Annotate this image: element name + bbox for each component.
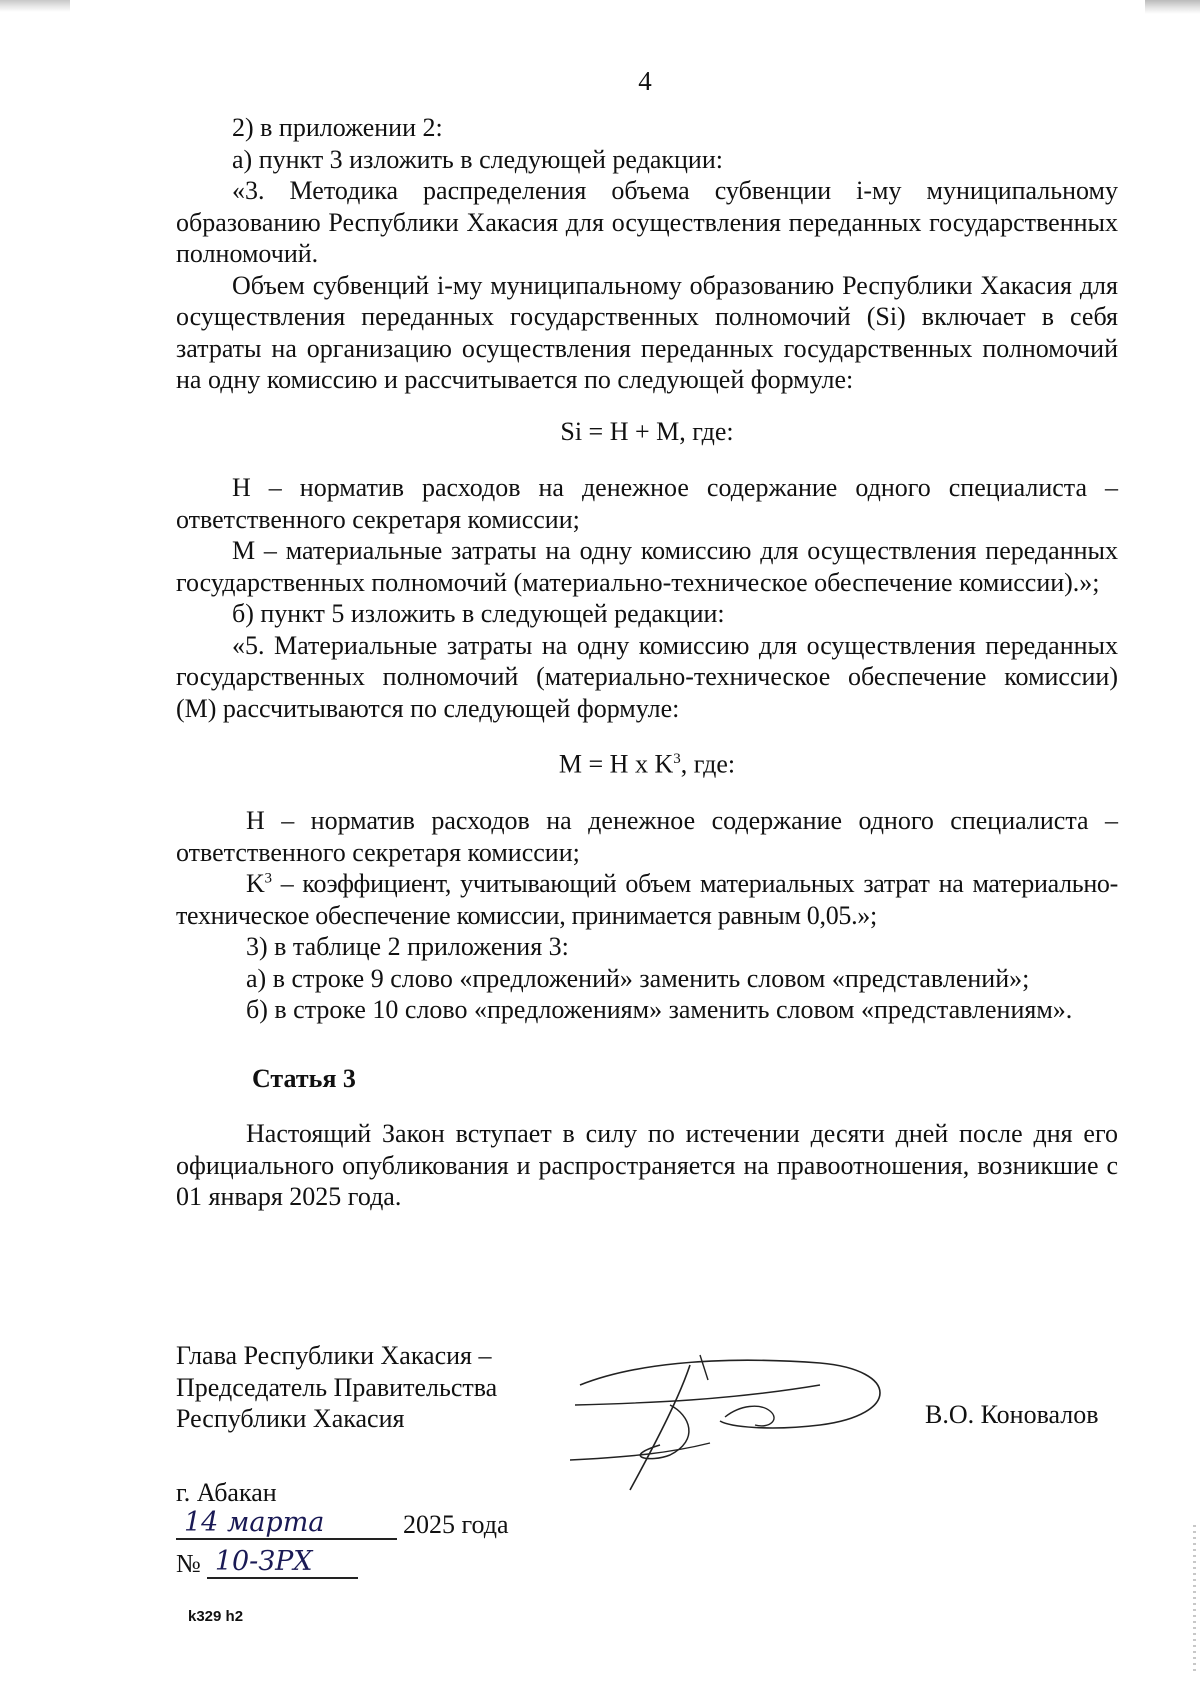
paragraph-k3 <box>176 868 1118 931</box>
k-symbol: K <box>246 869 265 899</box>
signatory-title-line: Республики Хакасия <box>176 1404 405 1433</box>
article-title: Статья 3 <box>252 1063 356 1093</box>
paragraph: H – норматив расходов на денежное содержание одного специалиста – ответственного секретаря комиссии; <box>176 806 1118 867</box>
signatory-title <box>176 1340 497 1435</box>
date-line <box>176 1508 509 1540</box>
signatory-title-line: Председатель Правительства <box>176 1372 498 1402</box>
paragraph: «3. Методика распределения объема субвенции i-му муниципальному образованию Республики Хакасия для осуществления переданных государственных полномочий. <box>176 176 1118 268</box>
city: г. Абакан <box>176 1478 277 1507</box>
paragraph: Настоящий Закон вступает в силу по истечении десяти дней после дня его официального опубликования и распространяется на правоотношения, возникшие с 01 января 2025 года. <box>176 1119 1118 1212</box>
paragraph: б) пункт 5 изложить в следующей редакции: <box>232 599 725 628</box>
paragraph: а) в строке 9 слово «предложений» заменить словом «представлений»; <box>246 963 1030 993</box>
formula-m-sup: 3 <box>673 751 681 767</box>
document-code: k329 h2 <box>188 1608 244 1625</box>
scan-artifact-edge <box>1193 1525 1196 1675</box>
scan-artifact-left <box>0 0 70 12</box>
handwritten-date: 14 марта <box>176 1508 397 1540</box>
formula-m <box>176 744 1118 780</box>
formula-m-main: M = H x K <box>558 749 674 779</box>
scan-artifact-right <box>1145 0 1200 14</box>
k-definition: – коэффициент, учитывающий объем материальных затрат на материально-техническое обеспечение комиссии, принимается равным 0,05.»; <box>176 869 1118 930</box>
k-superscript: 3 <box>264 870 272 887</box>
paragraph: H – норматив расходов на денежное содержание одного специалиста – ответственного секретаря комиссии; <box>176 473 1118 534</box>
signer-name: В.О. Коновалов <box>925 1400 1099 1429</box>
paragraph: Объем субвенций i-му муниципальному образованию Республики Хакасия для осуществления переданных государственных полномочий (Si) включает в себя затраты на организацию осуществления переданных государственных полномочий на одну комиссию и рассчитывается по следующей формуле: <box>176 270 1118 394</box>
handwritten-signature <box>570 1345 910 1495</box>
formula-m-tail: , где: <box>680 749 736 779</box>
paragraph: б) в строке 10 слово «предложениям» заменить словом «представлениям». <box>246 995 1073 1025</box>
paragraph: а) пункт 3 изложить в следующей редакции: <box>232 144 723 174</box>
paragraph: M – материальные затраты на одну комиссию для осуществления переданных государственных полномочий (материально-техническое обеспечение комиссии).»; <box>176 536 1118 597</box>
paragraph: 2) в приложении 2: <box>232 113 443 142</box>
paragraph: «5. Материальные затраты на одну комиссию для осуществления переданных государственных полномочий (материально-техническое обеспечение комиссии) (M) рассчитываются по следующей формуле: <box>176 630 1118 723</box>
handwritten-law-number: 10-ЗРХ <box>207 1547 358 1579</box>
paragraph: 3) в таблице 2 приложения 3: <box>246 932 569 962</box>
year-text: 2025 года <box>403 1510 509 1539</box>
document-body <box>176 112 1118 1213</box>
law-number-line <box>176 1547 358 1579</box>
formula-si: Si = H + M, где: <box>560 416 734 446</box>
signatory-title-line: Глава Республики Хакасия – <box>176 1341 492 1370</box>
number-sign: № <box>176 1549 201 1578</box>
page-number: 4 <box>638 66 652 96</box>
